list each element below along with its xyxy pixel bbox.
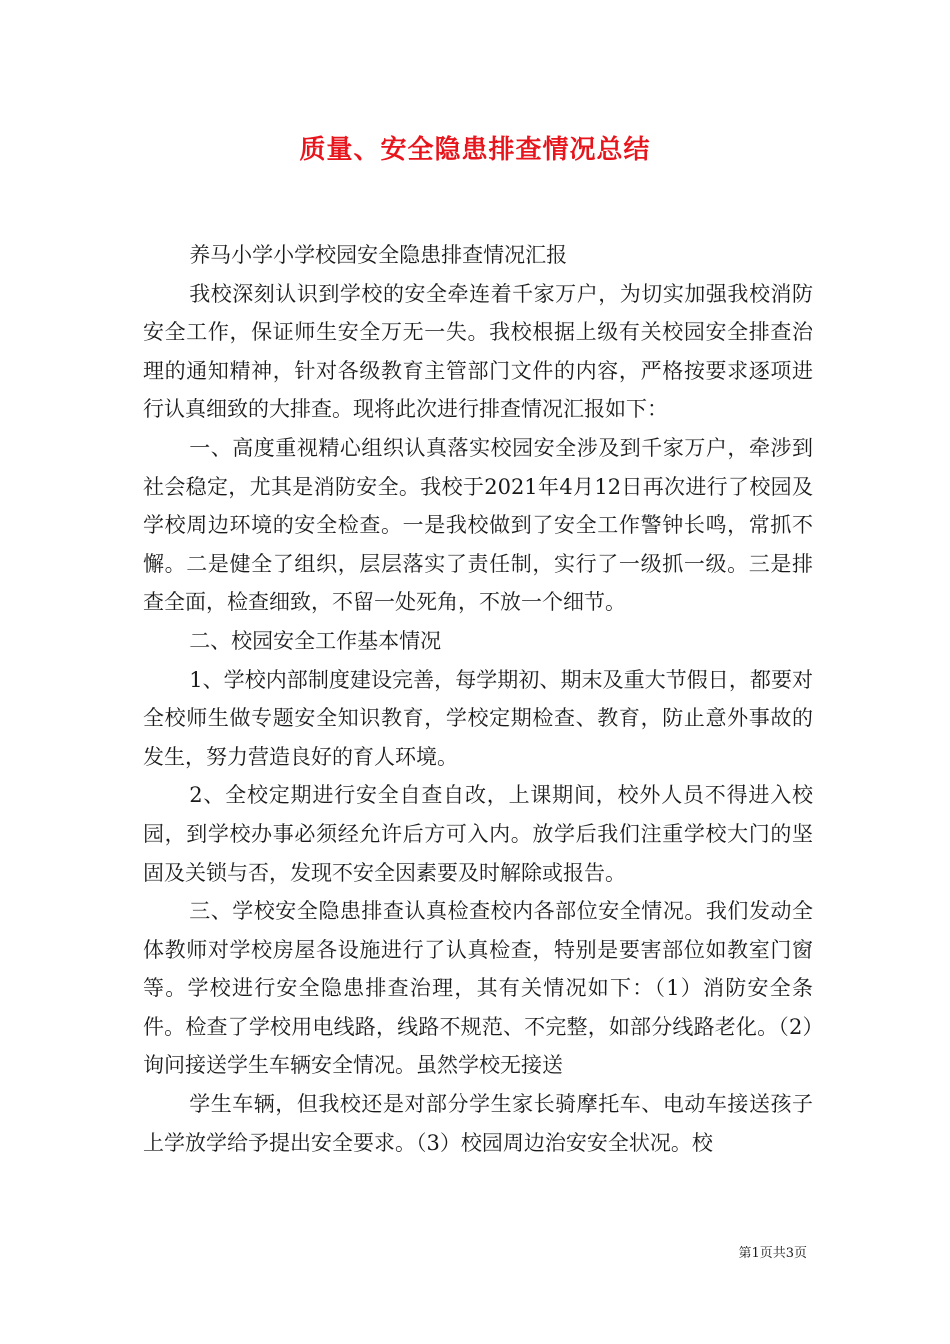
- document-title: 质量、安全隐患排查情况总结: [299, 135, 651, 165]
- paragraph-section-3-continued: 学生车辆，但我校还是对部分学生家长骑摩托车、电动车接送孩子上学放学给予提出安全要求。（3）校园周边治安安全状况。校: [143, 1092, 813, 1155]
- document-body: [143, 236, 813, 1162]
- page-indicator: 第1页共3页: [738, 1246, 807, 1261]
- paragraph-section-3: 三、学校安全隐患排查认真检查校内各部位安全情况。我们发动全体教师对学校房屋各设施进行了认真检查，特别是要害部位如教室门窗等。学校进行安全隐患排查治理，其有关情况如下：（1）消防安全条件。检查了学校用电线路，线路不规范、不完整，如部分线路老化。（2）询问接送学生车辆安全情况。虽然学校无接送: [143, 899, 813, 1078]
- paragraph-section-2-heading: 二、校园安全工作基本情况: [189, 628, 442, 653]
- paragraph-item-1: 1、学校内部制度建设完善，每学期初、期末及重大节假日，都要对全校师生做专题安全知识教育，学校定期检查、教育，防止意外事故的发生，努力营造良好的育人环境。: [143, 667, 813, 769]
- paragraph-intro: 我校深刻认识到学校的安全牵连着千家万户，为切实加强我校消防安全工作，保证师生安全万无一失。我校根据上级有关校园安全排查治理的通知精神，针对各级教育主管部门文件的内容，严格按要求逐项进行认真细致的大排查。现将此次进行排查情况汇报如下：: [143, 281, 813, 422]
- paragraph-item-2: 2、全校定期进行安全自查自改，上课期间，校外人员不得进入校园，到学校办事必须经允许后方可入内。放学后我们注重学校大门的坚固及关锁与否，发现不安全因素要及时解除或报告。: [143, 783, 813, 885]
- paragraph-section-1: 一、高度重视精心组织认真落实校园安全涉及到千家万户，牵涉到社会稳定，尤其是消防安全。我校于2021年4月12日再次进行了校园及学校周边环境的安全检查。一是我校做到了安全工作警钟长鸣，常抓不懈。二是健全了组织，层层落实了责任制，实行了一级抓一级。三是排查全面，检查细致，不留一处死角，不放一个细节。: [143, 435, 813, 615]
- document-subtitle: 养马小学小学校园安全隐患排查情况汇报: [189, 243, 568, 267]
